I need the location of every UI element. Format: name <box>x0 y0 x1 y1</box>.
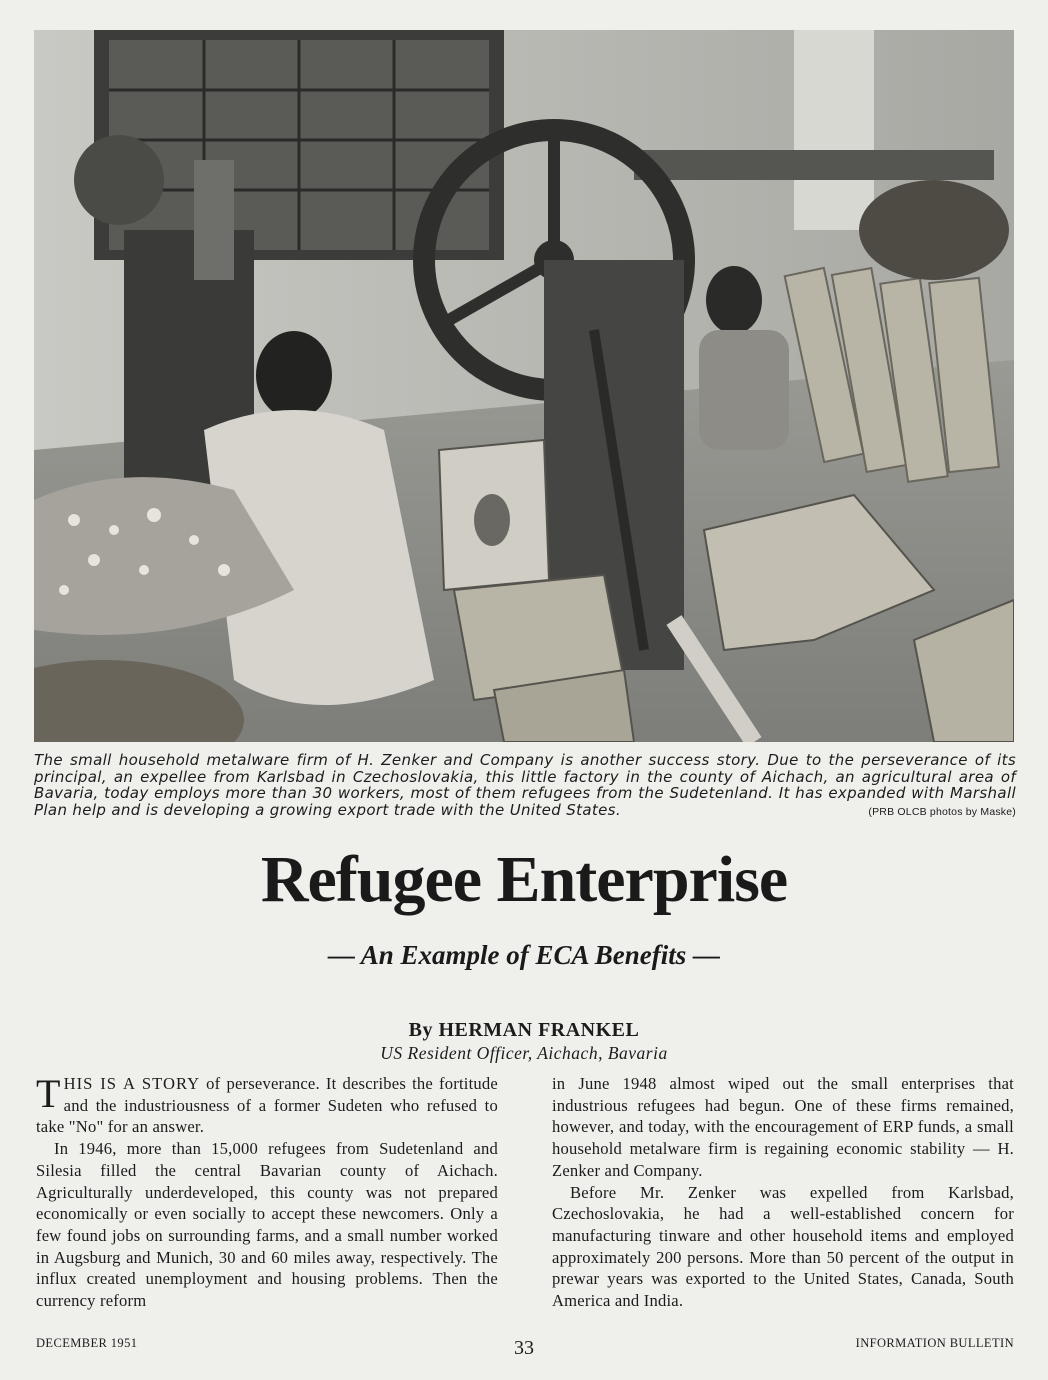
footer-date: DECEMBER 1951 <box>36 1336 138 1350</box>
factory-photo-icon <box>34 30 1014 742</box>
article-subtitle: — An Example of ECA Benefits — <box>327 940 721 970</box>
drop-cap: T <box>36 1071 61 1116</box>
factory-photo <box>34 30 1014 742</box>
footer-publication: INFORMATION BULLETIN <box>855 1336 1014 1350</box>
paragraph: in June 1948 almost wiped out the small enterprises that industrious refugees had begun. One of these firms remained, however, and today, with the encouragement of ERP funds, a small household metalware firm is regaining economic stability — H. Zenker and Company. <box>552 1074 1014 1180</box>
paragraph-text: of perseverance. It describes the fortitude and the industriousness of a former Sudeten who refused to take "No" for an answer. <box>36 1074 498 1137</box>
body-column-right <box>552 1073 1014 1312</box>
photo-credit: (PRB OLCB photos by Maske) <box>868 805 1016 818</box>
author-affiliation: US Resident Officer, Aichach, Bavaria <box>380 1043 668 1063</box>
caption-text: The small household metalware firm of H. Zenker and Company is another success story. Due to the perseverance of its principal, an expellee from Karlsbad in Czechoslovakia, this little factory in the county of Aichach, an agricultural area of Bavaria, today employs more than 30 workers, most of them refugees from the Sudetenland. It has expanded with Marshall Plan help and is developing a growing export trade with the United States. <box>34 751 1016 819</box>
paragraph <box>36 1073 498 1138</box>
page-number: 33 <box>514 1337 534 1359</box>
paragraph: In 1946, more than 15,000 refugees from Sudetenland and Silesia filled the central Bavarian county of Aichach. Agriculturally underdeveloped, this county was not prepared economically or even socially to accept these newcomers. Only a few found jobs on surrounding farms, and a small number worked in Augsburg and Munich, 30 and 60 miles away, respectively. The influx created unemployment and housing problems. Then the currency reform <box>36 1139 498 1311</box>
body-column-left <box>36 1073 498 1312</box>
paragraph: Before Mr. Zenker was expelled from Karlsbad, Czechoslovakia, he had a well-established concern for manufacturing tinware and other household items and employed approximately 200 persons. More than 50 percent of the output in prewar years was exported to the United States, Canada, South America and India. <box>552 1182 1014 1311</box>
lead-caps: HIS IS A STORY <box>63 1074 201 1093</box>
article-title: Refugee Enterprise <box>260 843 788 916</box>
author-byline: By HERMAN FRANKEL <box>408 1019 640 1041</box>
photo-caption <box>34 752 1016 820</box>
